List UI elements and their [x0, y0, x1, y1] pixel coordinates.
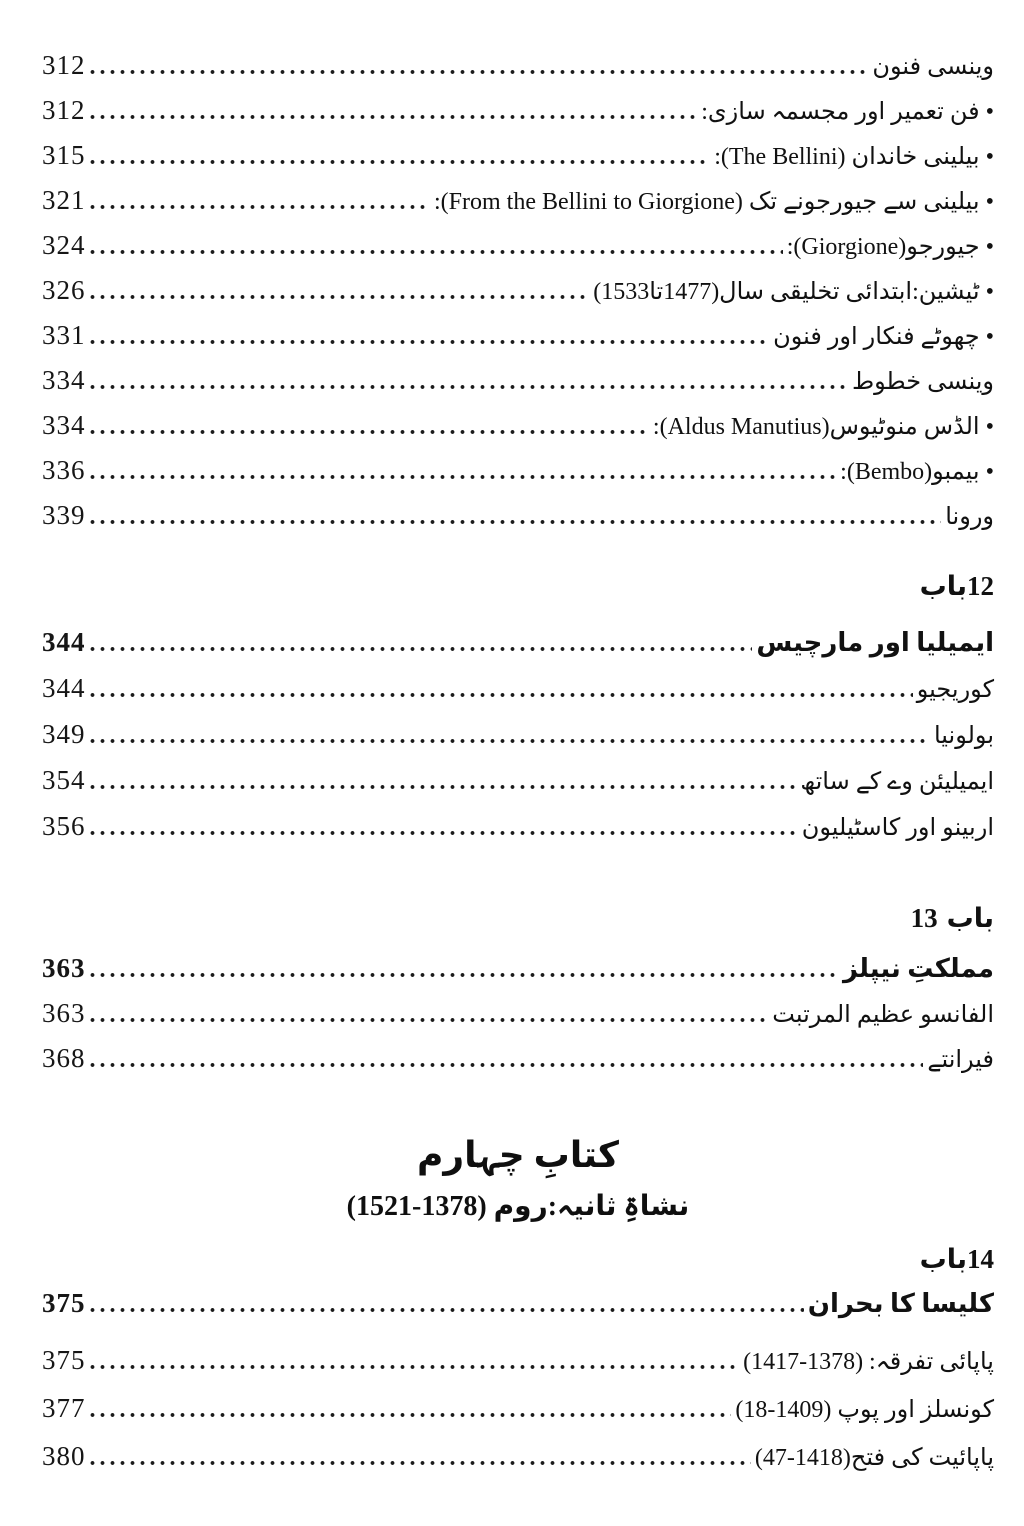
page-number: 324 [42, 230, 86, 260]
page-number: 363 [42, 998, 86, 1028]
entry-title: ایمیلیئن وے کے ساتھ [800, 769, 994, 795]
entry-title: کونسلز اور پوپ (1409-18) [735, 1397, 994, 1423]
page-number: 356 [42, 811, 86, 841]
page-number: 375 [42, 1288, 86, 1318]
toc-row [42, 1345, 994, 1393]
page-number: 334 [42, 365, 86, 395]
toc-row [42, 673, 994, 719]
page-number: 377 [42, 1393, 86, 1423]
toc-row [42, 500, 994, 545]
toc-row [42, 140, 994, 185]
dotted-leader [90, 1002, 769, 1029]
entry-title: مملکتِ نیپلز [842, 954, 994, 983]
section-ch13 [42, 953, 994, 1088]
dotted-leader [90, 815, 798, 842]
dotted-leader [90, 1349, 740, 1376]
entry-title: بولونیا [933, 723, 994, 749]
page-number: 339 [42, 500, 86, 530]
entry-title: • چھوٹے فنکار اور فنون [773, 324, 994, 350]
entry-title: • الڈس منوٹیوس(Aldus Manutius): [652, 414, 994, 440]
dotted-leader [90, 631, 753, 658]
page-number: 326 [42, 275, 86, 305]
entry-title: فیرانتے [927, 1047, 994, 1073]
page-number: 344 [42, 627, 86, 657]
page-number: 363 [42, 953, 86, 983]
dotted-leader [90, 459, 837, 486]
page-number: 380 [42, 1441, 86, 1471]
toc-row [42, 230, 994, 275]
toc-row [42, 365, 994, 410]
entry-title: کوریجیو [916, 677, 994, 703]
entry-title: ورونا [945, 504, 994, 530]
dotted-leader [90, 369, 848, 396]
dotted-leader [90, 234, 783, 261]
page-number: 336 [42, 455, 86, 485]
chapter-12-heading [42, 571, 994, 615]
page-number: 349 [42, 719, 86, 749]
book-title: کتابِ چہارم [417, 1135, 619, 1175]
toc-row [42, 811, 994, 857]
chapter-number: 13 [910, 903, 938, 933]
dotted-leader [90, 324, 770, 351]
chapter-label: باب [919, 571, 967, 601]
dotted-leader [90, 144, 711, 171]
page-number: 375 [42, 1345, 86, 1375]
toc-row [42, 627, 994, 673]
chapter-number: 12 [967, 571, 994, 601]
entry-title: • ٹیشین:ابتدائی تخلیقی سال(1477تا1533) [593, 279, 994, 305]
entry-title: کلیسا کا بحران [807, 1289, 994, 1318]
toc-row [42, 1393, 994, 1441]
page-number: 331 [42, 320, 86, 350]
toc-row [42, 275, 994, 320]
toc-row [42, 998, 994, 1043]
page-number: 344 [42, 673, 86, 703]
dotted-leader [90, 54, 869, 81]
entry-title: وینسی خطوط [851, 369, 994, 395]
toc-row [42, 1288, 994, 1335]
dotted-leader [90, 723, 930, 750]
page-number: 312 [42, 95, 86, 125]
dotted-leader [90, 504, 942, 531]
page-number: 334 [42, 410, 86, 440]
toc-row [42, 1441, 994, 1489]
toc-row [42, 455, 994, 500]
dotted-leader [90, 1397, 732, 1424]
section-venice [42, 50, 994, 545]
dotted-leader [90, 1292, 804, 1319]
dotted-leader [90, 677, 913, 704]
entry-title: پاپائیت کی فتح(1418-47) [754, 1445, 994, 1471]
dotted-leader [90, 99, 698, 126]
entry-title: پاپائی تفرقہ: (1378‏-‏1417) [743, 1349, 994, 1375]
book-subtitle: نشاۃِ ثانیہ:روم (1378-1521) [346, 1191, 690, 1222]
page-number: 312 [42, 50, 86, 80]
dotted-leader [90, 189, 430, 216]
section-ch12 [42, 627, 994, 857]
toc-row [42, 410, 994, 455]
chapter-13-heading [42, 903, 994, 947]
page-number: 354 [42, 765, 86, 795]
toc-row [42, 95, 994, 140]
page-number: 368 [42, 1043, 86, 1073]
dotted-leader [90, 414, 649, 441]
entry-title: وینسی فنون [872, 54, 994, 80]
entry-title: الفانسو عظیم المرتبت [772, 1002, 994, 1028]
entry-title: • بیمبو(Bembo): [840, 459, 994, 485]
entry-title: اربینو اور کاسٹیلیون [801, 815, 994, 841]
dotted-leader [90, 957, 839, 984]
book-part-heading [42, 1128, 994, 1232]
toc-row [42, 320, 994, 365]
dotted-leader [90, 279, 590, 306]
dotted-leader [90, 1445, 751, 1472]
chapter-14-heading [42, 1244, 994, 1288]
entry-title: • جیورجو(Giorgione): [786, 234, 994, 260]
section-ch14 [42, 1288, 994, 1489]
dotted-leader [90, 769, 797, 796]
chapter-number: 14 [967, 1244, 994, 1274]
entry-title: • فن تعمیر اور مجسمہ سازی: [701, 99, 994, 125]
entry-title: ایمیلیا اور مارچیس [756, 628, 994, 657]
entry-title: • بیلینی سے جیورجونے تک (From the Bellini to Giorgione): [433, 189, 994, 215]
toc-row [42, 185, 994, 230]
dotted-leader [90, 1047, 924, 1074]
toc-row [42, 1043, 994, 1088]
toc-row [42, 719, 994, 765]
entry-title: • بیلینی خاندان (The Bellini): [714, 144, 994, 170]
page-number: 315 [42, 140, 86, 170]
chapter-label: باب [946, 903, 994, 933]
chapter-label: باب [919, 1244, 967, 1274]
toc-row [42, 50, 994, 95]
toc-row [42, 765, 994, 811]
page-number: 321 [42, 185, 86, 215]
toc-row [42, 953, 994, 998]
